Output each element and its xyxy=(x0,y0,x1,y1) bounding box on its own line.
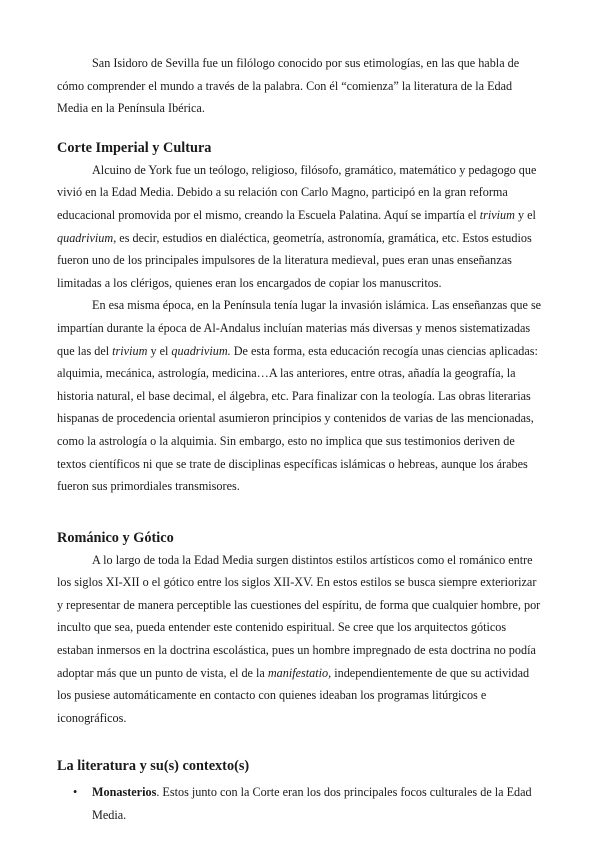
paragraph-alcuino xyxy=(57,159,542,295)
text-run: y el xyxy=(514,207,536,222)
text-run: independientemente de que su actividad los pusiese automáticamente en contacto con quienes ideaban los programas litúrgicos e iconográficos. xyxy=(57,665,530,725)
paragraph-al-andalus xyxy=(57,294,542,497)
text-run: A lo largo de toda la Edad Media surgen distintos estilos artísticos como el románico entre los siglos XI-XII o el gótico entre los siglos XII-XV. En estos estilos se busca siempre exteriorizar y representar de manera perceptible las cuestiones del espíritu, de forma que cualquier hombre, por inculto que sea, pueda entender este contenido espiritual. Se cree que los arquitectos góticos estaban inmersos en la doctrina escolástica, pues un hombre impregnado de esta doctrina no podía adoptar más que un punto de vista, el de la xyxy=(57,552,541,680)
text-run: De esta forma, esta educación recogía unas ciencias aplicadas: alquimia, mecánica, astrología, medicina…A las anteriores, entre otras, añadía la geografía, la historia natural, el base decimal, el álgebra, etc. Para finalizar con la teología. Las obras literarias hispanas de procedencia oriental asumieron principios y contenidos de varias de las mencionadas, como la astrología o la alquimia. Sin embargo, esto no implica que sus testimonios deriven de textos científicos ni que se trate de disciplinas específicas islámicas o hebreas, aunque los árabes fueron sus primordiales transmisores. xyxy=(57,343,538,494)
list-item xyxy=(73,781,542,826)
text-run: En esa misma época, en la Península tenía lugar la invasión islámica. Las enseñanzas que se impartían durante la época de Al-Andalus incluían materias más diversas y menos sistematizadas que las del xyxy=(57,298,542,358)
bullet-icon: • xyxy=(73,785,78,800)
text-run: Alcuino de York fue un teólogo, religioso, filósofo, gramático, matemático y pedagogo que vivió en la Edad Media. Debido a su relación con Carlo Magno, participó en la gran reforma educacional promovida por el mismo, creando la Escuela Palatina. Aquí se impartía el xyxy=(57,162,537,222)
italic-term: trivium xyxy=(479,207,515,222)
text-run: . Estos junto con la Corte eran los dos principales focos culturales de la Edad Media. xyxy=(92,785,532,823)
section-heading-romanico-gotico: Románico y Gótico xyxy=(57,529,174,546)
italic-term: trivium xyxy=(112,343,148,358)
italic-term: manifestatio, xyxy=(267,665,332,680)
bold-term: Monasterios xyxy=(92,785,157,800)
italic-term: quadrivium. xyxy=(171,343,231,358)
intro-paragraph: San Isidoro de Sevilla fue un filólogo conocido por sus etimologías, en las que habla de cómo comprender el mundo a través de la palabra. Con él “comienza” la literatura de la Edad Media en la Península Ibérica. xyxy=(57,56,520,116)
paragraph-estilos xyxy=(57,549,542,730)
text-run: , es decir, estudios en dialéctica, geometría, astronomía, gramática, etc. Estos estudios fueron uno de los principales impulsores de la literatura medieval, pues eran unas enseñanzas limitadas a los clérigos, quienes eran los encargados de copiar los manuscritos. xyxy=(57,230,532,290)
text-run: y el xyxy=(147,343,172,358)
section-heading-literatura-contextos: La literatura y su(s) contexto(s) xyxy=(57,758,250,775)
italic-term: quadrivium xyxy=(57,230,114,245)
section-heading-corte-imperial: Corte Imperial y Cultura xyxy=(57,139,212,156)
bullet-list xyxy=(57,781,542,826)
